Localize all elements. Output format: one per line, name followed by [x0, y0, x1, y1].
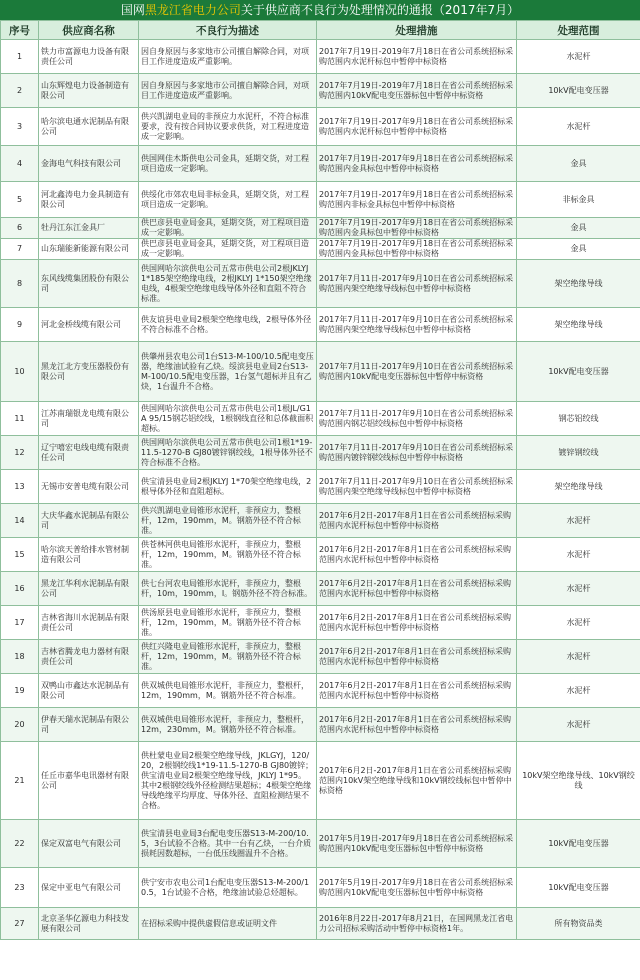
handling-measure: 2017年7月11日-2017年9月10日在省公司系统招标采购范围内钢芯铝绞线标包中暂停中标资格 [317, 402, 517, 436]
handling-scope: 镀锌钢绞线 [517, 436, 640, 470]
handling-measure: 2017年6月2日-2017年8月1日在省公司系统招标采购范围内水泥杆标包中暂停中标资格 [317, 640, 517, 674]
row-number: 15 [1, 538, 39, 572]
violation-description: 供宝清县电业局3台配电变压器S13-M-200/10.5，3台试验不合格。其中一台有乙炔，一台介质损耗因数超标，一台低压线圈温升不合格。 [139, 820, 317, 868]
handling-scope: 所有物资品类 [517, 908, 640, 940]
table-row [1, 342, 640, 402]
row-number: 19 [1, 674, 39, 708]
table-row [1, 708, 640, 742]
row-number: 3 [1, 108, 39, 146]
handling-scope: 10kV配电变压器 [517, 820, 640, 868]
supplier-name: 河北金桥线缆有限公司 [39, 308, 139, 342]
table-row [1, 640, 640, 674]
handling-scope: 架空绝缘导线 [517, 470, 640, 504]
handling-measure: 2016年8月22日-2017年8月21日，在国网黑龙江省电力公司招标采购活动中暂停中标资格1年。 [317, 908, 517, 940]
row-number: 13 [1, 470, 39, 504]
supplier-name: 保定中亚电气有限公司 [39, 868, 139, 908]
violation-description: 供双城供电局锥形水泥杆，非预应力，整根杆，12m，190mm，M。钢筋外径不符合标准。 [139, 674, 317, 708]
table-row [1, 74, 640, 108]
violation-description: 供宝清县电业局2根JKLYJ 1*70架空绝缘电线，2根导体外径和直阻超标。 [139, 470, 317, 504]
table-row [1, 239, 640, 260]
supplier-name: 铁力市富源电力设备有限责任公司 [39, 40, 139, 74]
violation-description: 供兴凯湖电业局的非预应力水泥杆，不符合标准要求，没有按合同协议要求供货，对工程进度造成一定影响。 [139, 108, 317, 146]
handling-measure: 2017年7月19日-2019年7月18日在省公司系统招标采购范围内10kV配电变压器标包中暂停中标资格 [317, 74, 517, 108]
handling-scope: 水泥杆 [517, 40, 640, 74]
handling-measure: 2017年6月2日-2017年8月1日在省公司系统招标采购范围内水泥杆标包中暂停中标资格 [317, 606, 517, 640]
row-number: 23 [1, 868, 39, 908]
violation-description: 供红兴隆电业局锥形水泥杆，非预应力，整根杆，12m，190mm，M。钢筋外径不符合标准。 [139, 640, 317, 674]
supplier-name: 山东瑞能新能源有限公司 [39, 239, 139, 260]
table-row [1, 402, 640, 436]
row-number: 2 [1, 74, 39, 108]
row-number: 4 [1, 146, 39, 182]
supplier-name: 任丘市嘉华电讯器材有限公司 [39, 742, 139, 820]
violation-description: 因自身原因与多家地市公司擅自解除合同，对项目工作进度造成严重影响。 [139, 74, 317, 108]
supplier-name: 辽宁嘻宏电线电缆有限责任公司 [39, 436, 139, 470]
row-number: 7 [1, 239, 39, 260]
violation-description: 供肇州县农电公司1台S13-M-100/10.5配电变压器，绝缘油试验有乙炔。绥滨县电业局2台S13-M-100/10.5配电变压器，1台氢气超标并且有乙炔，1台温升不合格。 [139, 342, 317, 402]
handling-scope: 10kV架空绝缘导线、10kV钢绞线 [517, 742, 640, 820]
violation-description: 供国网哈尔滨供电公司五常市供电公司1根1*19-11.5-1270-B GJ80镀锌钢绞线，1根导体外径不符合标准不合格。 [139, 436, 317, 470]
violation-description: 供巴彦县电业局金具，延期交货，对工程项目造成一定影响。 [139, 239, 317, 260]
violation-description: 因自身原因与多家地市公司擅自解除合同，对项目工作进度造成严重影响。 [139, 40, 317, 74]
supplier-name: 吉林省海川水泥制品有限责任公司 [39, 606, 139, 640]
row-number: 6 [1, 218, 39, 239]
page-title [0, 0, 640, 20]
table-row [1, 538, 640, 572]
handling-measure: 2017年7月19日-2017年9月18日在省公司系统招标采购范围内金具标包中暂停中标资格 [317, 239, 517, 260]
row-number: 14 [1, 504, 39, 538]
handling-scope: 金具 [517, 239, 640, 260]
handling-scope: 10kV配电变压器 [517, 74, 640, 108]
supplier-name: 河北鑫涛电力金具制造有限公司 [39, 182, 139, 218]
handling-scope: 水泥杆 [517, 538, 640, 572]
table-row [1, 908, 640, 940]
handling-measure: 2017年6月2日-2017年8月1日在省公司系统招标采购范围内水泥杆标包中暂停中标资格 [317, 538, 517, 572]
table-row [1, 182, 640, 218]
handling-measure: 2017年5月19日-2017年9月18日在省公司系统招标采购范围内10kV配电变压器标包中暂停中标资格 [317, 820, 517, 868]
handling-scope: 水泥杆 [517, 504, 640, 538]
supplier-name: 金海电气科技有限公司 [39, 146, 139, 182]
supplier-name: 牡丹江东江金具厂 [39, 218, 139, 239]
violation-description: 供兴凯湖电业局锥形水泥杆，非预应力，整根杆，12m，190mm，M。钢筋外径不符合标准。 [139, 504, 317, 538]
table-row [1, 820, 640, 868]
handling-scope: 金具 [517, 146, 640, 182]
table-row [1, 742, 640, 820]
col-header-name: 供应商名称 [39, 21, 139, 40]
table-row [1, 470, 640, 504]
violation-description: 供巴彦县电业局金具，延期交货，对工程项目造成一定影响。 [139, 218, 317, 239]
supplier-name: 北京圣华亿源电力科技发展有限公司 [39, 908, 139, 940]
supplier-name: 双鸭山市鑫达水泥制品有限公司 [39, 674, 139, 708]
handling-scope: 10kV配电变压器 [517, 342, 640, 402]
row-number: 1 [1, 40, 39, 74]
violation-description: 供国网佳木斯供电公司金具，延期交货，对工程项目造成一定影响。 [139, 146, 317, 182]
violation-description: 供汤原县电业局锥形水泥杆，非预应力，整根杆，12m，190mm，M。钢筋外径不符合标准。 [139, 606, 317, 640]
violation-description: 在招标采购中提供虚假信息或证明文件 [139, 908, 317, 940]
handling-scope: 水泥杆 [517, 606, 640, 640]
col-header-scope: 处理范围 [517, 21, 640, 40]
handling-scope: 架空绝缘导线 [517, 308, 640, 342]
violation-description: 供绥化市郊农电局非标金具，延期交货，对工程项目造成一定影响。 [139, 182, 317, 218]
handling-measure: 2017年6月2日-2017年8月1日在省公司系统招标采购范围内10kV架空绝缘导线和10kV钢绞线标包中暂停中标资格 [317, 742, 517, 820]
col-header-no: 序号 [1, 21, 39, 40]
table-header-row [1, 21, 640, 40]
supplier-table [0, 20, 640, 940]
handling-measure: 2017年6月2日-2017年8月1日在省公司系统招标采购范围内水泥杆标包中暂停中标资格 [317, 708, 517, 742]
row-number: 21 [1, 742, 39, 820]
table-row [1, 218, 640, 239]
supplier-name: 吉林省腾龙电力器材有限责任公司 [39, 640, 139, 674]
violation-description: 供友谊县电业局2根架空绝缘电线，2根导体外径不符合标准不合格。 [139, 308, 317, 342]
handling-measure: 2017年7月11日-2017年9月10日在省公司系统招标采购范围内架空绝缘导线标包中暂停中标资格 [317, 470, 517, 504]
row-number: 16 [1, 572, 39, 606]
row-number: 20 [1, 708, 39, 742]
violation-description: 供国网哈尔滨供电公司五常市供电公司2根JKLYJ 1*185架空绝缘电线，2根JKLYJ 1*150架空绝缘电线，4根架空绝缘电线导体外径和直阻不符合标准。 [139, 260, 317, 308]
table-row [1, 260, 640, 308]
violation-description: 供双城供电局锥形水泥杆，非预应力，整根杆，12m，230mm，M。钢筋外径不符合标准。 [139, 708, 317, 742]
handling-scope: 水泥杆 [517, 108, 640, 146]
handling-measure: 2017年6月2日-2017年8月1日在省公司系统招标采购范围内水泥杆标包中暂停中标资格 [317, 674, 517, 708]
supplier-name: 无锡市安普电缆有限公司 [39, 470, 139, 504]
supplier-name: 哈尔滨天普给排水管材制造有限公司 [39, 538, 139, 572]
table-row [1, 606, 640, 640]
row-number: 8 [1, 260, 39, 308]
table-row [1, 436, 640, 470]
table-row [1, 146, 640, 182]
col-header-desc: 不良行为描述 [139, 21, 317, 40]
table-row [1, 572, 640, 606]
handling-scope: 水泥杆 [517, 572, 640, 606]
supplier-name: 伊春天瑞水泥制品有限公司 [39, 708, 139, 742]
title-highlight: 黑龙江省电力公司 [144, 3, 241, 17]
table-row [1, 108, 640, 146]
table-row [1, 40, 640, 74]
violation-description: 供杜蒙电业局2根架空绝缘导线，JKLGYJ，120/20，2根钢绞线1*19-11.5-1270-B GJ80镀锌；供宝清电业局2根架空绝缘导线，JKLYJ 1*95。其中2根钢绞线外径检测结果超标；4根架空绝缘导线绝缘平均厚度、导体外径、直阻检测结果不合格。 [139, 742, 317, 820]
handling-scope: 架空绝缘导线 [517, 260, 640, 308]
row-number: 27 [1, 908, 39, 940]
handling-measure: 2017年7月11日-2017年9月10日在省公司系统招标采购范围内架空绝缘导线标包中暂停中标资格 [317, 260, 517, 308]
supplier-name: 大庆华鑫水泥制品有限公司 [39, 504, 139, 538]
table-body [1, 40, 640, 940]
supplier-name: 保定双富电气有限公司 [39, 820, 139, 868]
violation-description: 供苍林河供电局锥形水泥杆，非预应力，整根杆，12m，190mm，M。钢筋外径不符合标准。 [139, 538, 317, 572]
violation-description: 供国网哈尔滨供电公司五常市供电公司1根JL/G1A 95/15钢芯铝绞线，1根钢线直径和总体截面积超标。 [139, 402, 317, 436]
row-number: 18 [1, 640, 39, 674]
handling-scope: 金具 [517, 218, 640, 239]
handling-measure: 2017年5月19日-2017年9月18日在省公司系统招标采购范围内10kV配电变压器标包中暂停中标资格 [317, 868, 517, 908]
table-row [1, 308, 640, 342]
handling-measure: 2017年7月11日-2017年9月10日在省公司系统招标采购范围内10kV配电变压器标包中暂停中标资格 [317, 342, 517, 402]
supplier-name: 江苏南瑞银龙电缆有限公司 [39, 402, 139, 436]
row-number: 9 [1, 308, 39, 342]
handling-measure: 2017年7月11日-2017年9月10日在省公司系统招标采购范围内镀锌钢绞线标包中暂停中标资格 [317, 436, 517, 470]
supplier-name: 黑龙江北方变压器股份有限公司 [39, 342, 139, 402]
supplier-name: 黑龙江华利水泥制品有限公司 [39, 572, 139, 606]
table-row [1, 674, 640, 708]
handling-scope: 非标金具 [517, 182, 640, 218]
handling-scope: 钢芯铝绞线 [517, 402, 640, 436]
handling-measure: 2017年6月2日-2017年8月1日在省公司系统招标采购范围内水泥杆标包中暂停中标资格 [317, 504, 517, 538]
table-row [1, 504, 640, 538]
violation-description: 供宁安市农电公司1台配电变压器S13-M-200/10.5，1台试验不合格，绝缘油试验总烃超标。 [139, 868, 317, 908]
handling-measure: 2017年7月19日-2017年9月18日在省公司系统招标采购范围内金具标包中暂停中标资格 [317, 218, 517, 239]
supplier-name: 东风线缆集团股份有限公司 [39, 260, 139, 308]
row-number: 11 [1, 402, 39, 436]
table-row [1, 868, 640, 908]
handling-scope: 水泥杆 [517, 640, 640, 674]
handling-measure: 2017年7月11日-2017年9月10日在省公司系统招标采购范围内架空绝缘导线标包中暂停中标资格 [317, 308, 517, 342]
handling-measure: 2017年7月19日-2017年9月18日在省公司系统招标采购范围内金具标包中暂停中标资格 [317, 146, 517, 182]
handling-scope: 水泥杆 [517, 708, 640, 742]
row-number: 17 [1, 606, 39, 640]
supplier-name: 哈尔滨电通水泥制品有限公司 [39, 108, 139, 146]
handling-scope: 水泥杆 [517, 674, 640, 708]
handling-measure: 2017年6月2日-2017年8月1日在省公司系统招标采购范围内水泥杆标包中暂停中标资格 [317, 572, 517, 606]
row-number: 5 [1, 182, 39, 218]
handling-measure: 2017年7月19日-2017年9月18日在省公司系统招标采购范围内水泥杆标包中暂停中标资格 [317, 108, 517, 146]
title-prefix: 国网 [120, 3, 145, 17]
row-number: 12 [1, 436, 39, 470]
violation-description: 供七台河农电局锥形水泥杆，非预应力，整根杆，10m，190mm，I。钢筋外径不符合标准。 [139, 572, 317, 606]
supplier-name: 山东辉煌电力设备制造有限公司 [39, 74, 139, 108]
row-number: 22 [1, 820, 39, 868]
col-header-measure: 处理措施 [317, 21, 517, 40]
title-suffix: 关于供应商不良行为处理情况的通报（2017年7月） [240, 3, 520, 17]
handling-scope: 10kV配电变压器 [517, 868, 640, 908]
handling-measure: 2017年7月19日-2019年7月18日在省公司系统招标采购范围内水泥杆标包中暂停中标资格 [317, 40, 517, 74]
row-number: 10 [1, 342, 39, 402]
handling-measure: 2017年7月19日-2017年9月18日在省公司系统招标采购范围内非标金具标包中暂停中标资格 [317, 182, 517, 218]
